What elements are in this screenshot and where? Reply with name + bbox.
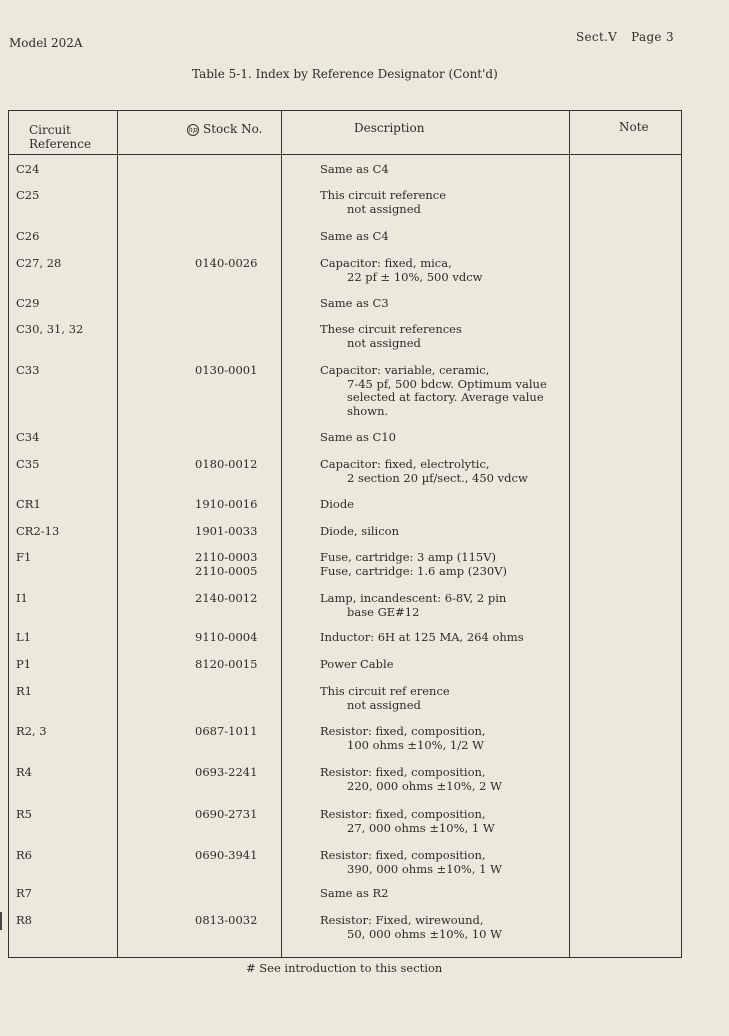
stock-number-line: 0180-0012 — [195, 457, 258, 471]
column-header-stock-label: Stock No. — [203, 122, 263, 136]
description-line: not assigned — [347, 335, 421, 350]
description — [320, 498, 570, 512]
stock-number — [195, 808, 257, 822]
section-label: Sect.V — [576, 30, 618, 44]
circuit-reference: R6 — [16, 848, 32, 862]
circuit-reference: F1 — [16, 550, 32, 564]
description-line: shown. — [347, 403, 389, 418]
description — [320, 551, 570, 578]
circuit-reference: C24 — [16, 162, 40, 176]
stock-number — [195, 766, 257, 780]
description — [320, 364, 570, 418]
description-line: This circuit reference — [320, 188, 447, 202]
header-divider — [9, 154, 681, 155]
circuit-reference: C27, 28 — [16, 256, 62, 270]
circuit-reference: C35 — [16, 457, 40, 471]
description — [320, 257, 570, 284]
model-label: Model 202A — [9, 36, 83, 50]
description-line: Resistor: fixed, composition, — [320, 807, 486, 821]
description — [320, 658, 570, 672]
stock-number — [195, 551, 257, 578]
description-line: 50, 000 ohms ±10%, 10 W — [347, 926, 502, 941]
description — [320, 230, 570, 244]
description-line: not assigned — [347, 697, 421, 712]
circuit-reference: C30, 31, 32 — [16, 322, 84, 336]
circuit-reference: C34 — [16, 430, 40, 444]
page-edge-mark — [0, 912, 2, 930]
description — [320, 458, 570, 485]
column-divider — [117, 111, 118, 957]
description-line: Capacitor: variable, ceramic, — [320, 363, 490, 377]
description — [320, 631, 570, 645]
column-header-description: Description — [354, 121, 425, 135]
stock-number-line: 0687-1011 — [195, 724, 258, 738]
description — [320, 592, 570, 619]
circuit-reference: R5 — [16, 807, 32, 821]
stock-number-line: 0813-0032 — [195, 913, 258, 927]
stock-number — [195, 498, 257, 512]
column-header-circuit-line1: Circuit — [29, 123, 71, 137]
description-line: Capacitor: fixed, electrolytic, — [320, 457, 490, 471]
stock-number-line: 0693-2241 — [195, 765, 258, 779]
circuit-reference: C33 — [16, 363, 40, 377]
description-line: 2 section 20 µf/sect., 450 vdcw — [347, 470, 528, 485]
description — [320, 725, 570, 752]
circuit-reference: P1 — [16, 657, 32, 671]
description-line: 7-45 pf, 500 bdcw. Optimum value — [347, 376, 547, 391]
stock-number — [195, 257, 257, 271]
description-line: This circuit ref erence — [320, 684, 450, 698]
stock-number-line: 0690-2731 — [195, 807, 258, 821]
stock-number-line: 2110-0005 — [195, 563, 258, 578]
column-header-circuit-line2: Reference — [29, 137, 92, 151]
description-line: base GE#12 — [347, 604, 420, 619]
description-line: Power Cable — [320, 657, 394, 671]
description — [320, 914, 570, 941]
description-line: Resistor: Fixed, wirewound, — [320, 913, 484, 927]
stock-number-line: 0690-3941 — [195, 848, 258, 862]
stock-number-line: 0130-0001 — [195, 363, 258, 377]
table-title: Table 5-1. Index by Reference Designator (Cont'd) — [192, 67, 498, 81]
description — [320, 887, 570, 901]
circuit-reference: R2, 3 — [16, 724, 47, 738]
circuit-reference: C25 — [16, 188, 40, 202]
column-header-note: Note — [619, 120, 649, 134]
page-header — [576, 30, 674, 44]
stock-number — [195, 849, 257, 863]
circuit-reference: CR1 — [16, 497, 41, 511]
description-line: Inductor: 6H at 125 MA, 264 ohms — [320, 630, 524, 644]
description-line: Diode — [320, 497, 354, 511]
description — [320, 685, 570, 712]
description-line: Fuse, cartridge: 3 amp (115V) — [320, 550, 497, 564]
column-header-circuit — [29, 123, 91, 151]
description-line: Same as C4 — [320, 162, 389, 176]
description — [320, 849, 570, 876]
circuit-reference: CR2-13 — [16, 524, 60, 538]
description — [320, 189, 570, 216]
reference-table — [8, 110, 682, 958]
description — [320, 323, 570, 350]
description-line: not assigned — [347, 201, 421, 216]
description-line: 27, 000 ohms ±10%, 1 W — [347, 820, 495, 835]
description-line: Resistor: fixed, composition, — [320, 724, 486, 738]
description — [320, 163, 570, 177]
stock-number-line: 1910-0016 — [195, 497, 258, 511]
description-line: Lamp, incandescent: 6-8V, 2 pin — [320, 591, 507, 605]
footnote: # See introduction to this section — [246, 961, 443, 975]
circuit-reference: I1 — [16, 591, 28, 605]
description — [320, 431, 570, 445]
description-line: 220, 000 ohms ±10%, 2 W — [347, 778, 502, 793]
stock-number-line: 1901-0033 — [195, 524, 258, 538]
stock-number — [195, 914, 257, 928]
description-line: Resistor: fixed, composition, — [320, 848, 486, 862]
description-line: Same as C3 — [320, 296, 389, 310]
circuit-reference: L1 — [16, 630, 31, 644]
stock-number-line: 2140-0012 — [195, 591, 258, 605]
stock-number-line: 8120-0015 — [195, 657, 258, 671]
description-line: 390, 000 ohms ±10%, 1 W — [347, 861, 502, 876]
stock-number — [195, 525, 257, 539]
description-line: 22 pf ± 10%, 500 vdcw — [347, 269, 483, 284]
description — [320, 766, 570, 793]
stock-number — [195, 658, 257, 672]
description-line: selected at factory. Average value — [347, 390, 544, 404]
description-line: Same as C4 — [320, 229, 389, 243]
description-line: 100 ohms ±10%, 1/2 W — [347, 737, 484, 752]
circuit-reference: C29 — [16, 296, 40, 310]
stock-number — [195, 725, 257, 739]
description-line: Same as C10 — [320, 430, 396, 444]
circuit-reference: R8 — [16, 913, 32, 927]
circuit-reference: R1 — [16, 684, 32, 698]
circuit-reference: R4 — [16, 765, 32, 779]
description-line: Resistor: fixed, composition, — [320, 765, 486, 779]
description-line: Capacitor: fixed, mica, — [320, 256, 452, 270]
description — [320, 297, 570, 311]
stock-number-line: 9110-0004 — [195, 630, 258, 644]
description — [320, 525, 570, 539]
stock-number-line: 2110-0003 — [195, 550, 258, 564]
description-line: These circuit references — [320, 322, 462, 336]
stock-number — [195, 364, 257, 378]
stock-number — [195, 592, 257, 606]
description-line: Fuse, cartridge: 1.6 amp (230V) — [320, 563, 508, 578]
stock-number — [195, 458, 257, 472]
circuit-reference: C26 — [16, 229, 40, 243]
description-line: Same as R2 — [320, 886, 389, 900]
column-header-stock — [187, 122, 262, 136]
circuit-reference: R7 — [16, 886, 32, 900]
hp-logo-icon: hp — [188, 126, 198, 134]
description — [320, 808, 570, 835]
stock-number-line: 0140-0026 — [195, 256, 258, 270]
description-line: Diode, silicon — [320, 524, 400, 538]
stock-number — [195, 631, 257, 645]
page-number: Page 3 — [631, 30, 674, 44]
column-divider — [281, 111, 282, 957]
